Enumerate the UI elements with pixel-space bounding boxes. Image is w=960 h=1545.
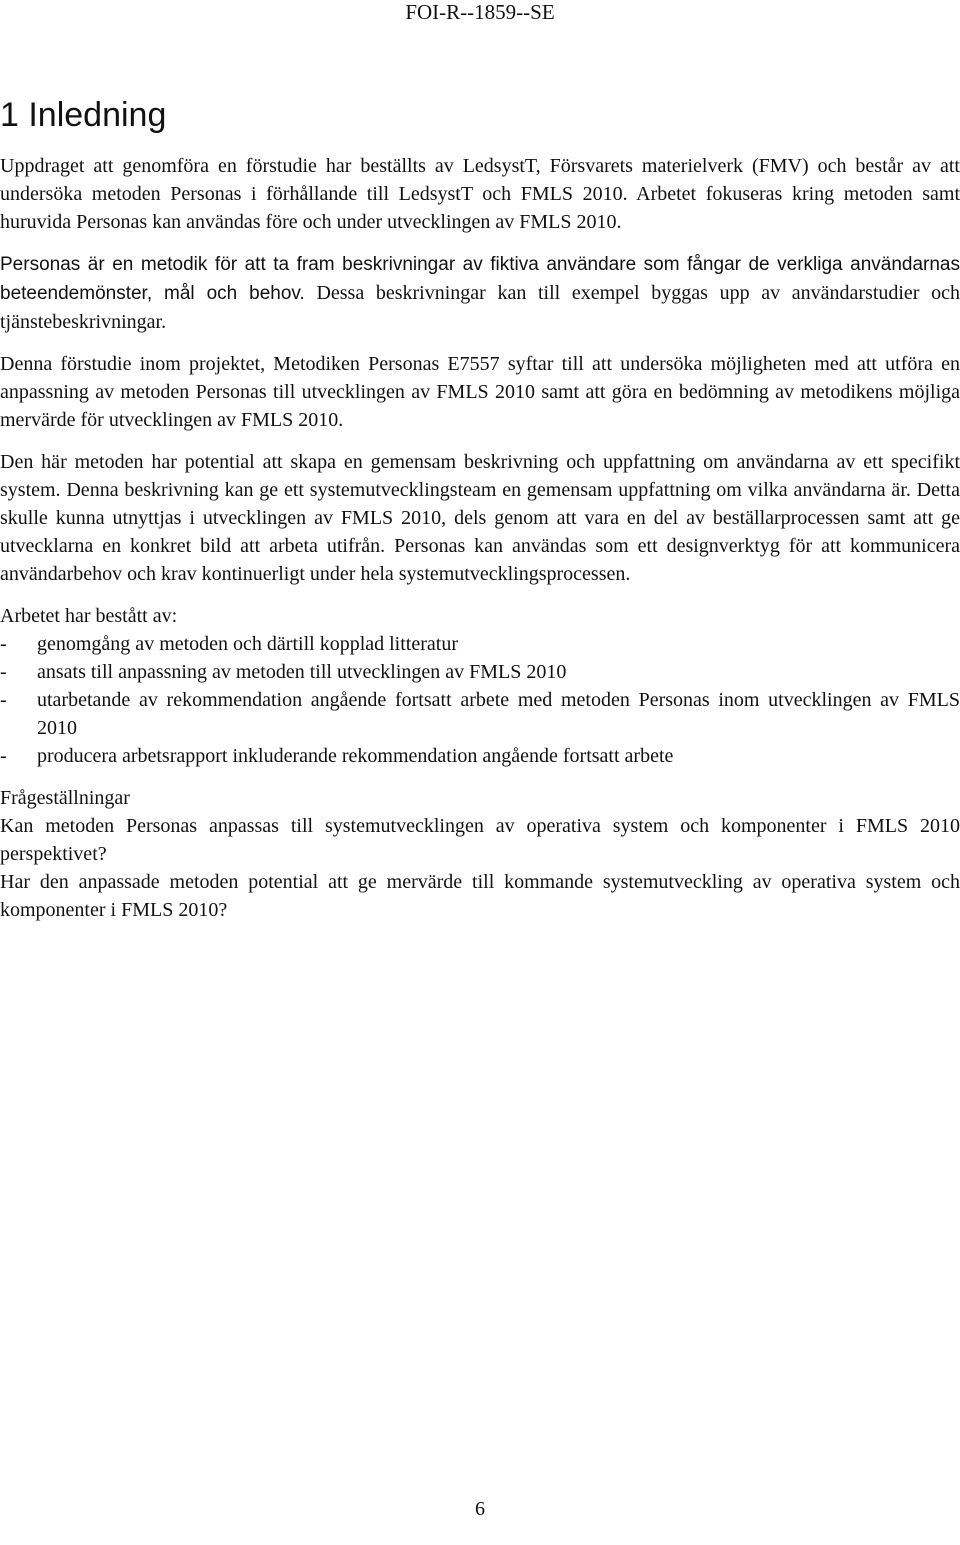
question-item: Kan metoden Personas anpassas till systemutvecklingen av operativa system och komponenter i FMLS 2010 perspektivet? [0,815,960,865]
paragraph-potential: Den här metoden har potential att skapa en gemensam beskrivning och uppfattning om användarna av ett specifikt system. Denna beskrivning kan ge ett systemutvecklingsteam en gemensam uppfattning om vilka användarna är. Detta skulle kunna utnyttjas i utvecklingen av FMLS 2010, dels genom att vara en del av beställarprocessen samt att ge utvecklarna en konkret bild att arbeta utifrån. Personas kan användas som ett designverktyg för att kommunicera användarbehov och krav kontinuerligt under hela systemutvecklingsprocessen. [0,451,960,585]
personas-source-sentence: Dessa beskrivningar kan till exempel byggas upp av användarstudier och tjänstebeskrivningar. [0,282,960,333]
page-number: 6 [475,1498,485,1520]
work-list-item [0,742,960,770]
work-list-item-text: ansats till anpassning av metoden till utvecklingen av FMLS 2010 [37,661,567,683]
body-text [0,152,960,924]
dash-bullet: - [0,689,7,711]
paragraph-prestudy: Denna förstudie inom projektet, Metodiken Personas E7557 syftar till att undersöka möjligheten med att utföra en anpassning av metoden Personas till utvecklingen av FMLS 2010 samt att göra en bedömning av metodikens möjliga mervärde för utvecklingen av FMLS 2010. [0,353,960,431]
personas-definition-sentence: Personas är en metodik för att ta fram beskrivningar av fiktiva användare som fångar de verkliga användarnas beteendemönster, mål och behov. [0,254,960,304]
running-header: FOI-R--1859--SE [405,0,555,24]
paragraph-personas-definition [0,250,960,336]
work-list-item [0,658,960,686]
work-list-item [0,686,960,742]
dash-bullet: - [0,633,7,655]
work-list-item-text: genomgång av metoden och därtill kopplad litteratur [37,633,458,655]
questions-heading: Frågeställningar [0,787,130,809]
section-heading: 1 Inledning [0,96,167,134]
work-list-item-text: utarbetande av rekommendation angående fortsatt arbete med metoden Personas inom utvecklingen av FMLS 2010 [37,689,960,739]
work-list-item-text: producera arbetsrapport inkluderande rekommendation angående fortsatt arbete [37,745,674,767]
dash-bullet: - [0,745,7,767]
question-item: Har den anpassade metoden potential att ge mervärde till kommande systemutveckling av operativa system och komponenter i FMLS 2010? [0,871,960,921]
dash-bullet: - [0,661,7,683]
work-intro: Arbetet har bestått av: [0,605,178,627]
work-list [0,630,960,770]
work-list-item [0,630,960,658]
paragraph-assignment: Uppdraget att genomföra en förstudie har beställts av LedsystT, Försvarets materielverk (FMV) och består av att undersöka metoden Personas i förhållande till LedsystT och FMLS 2010. Arbetet fokuseras kring metoden samt huruvida Personas kan användas före och under utvecklingen av FMLS 2010. [0,155,960,233]
